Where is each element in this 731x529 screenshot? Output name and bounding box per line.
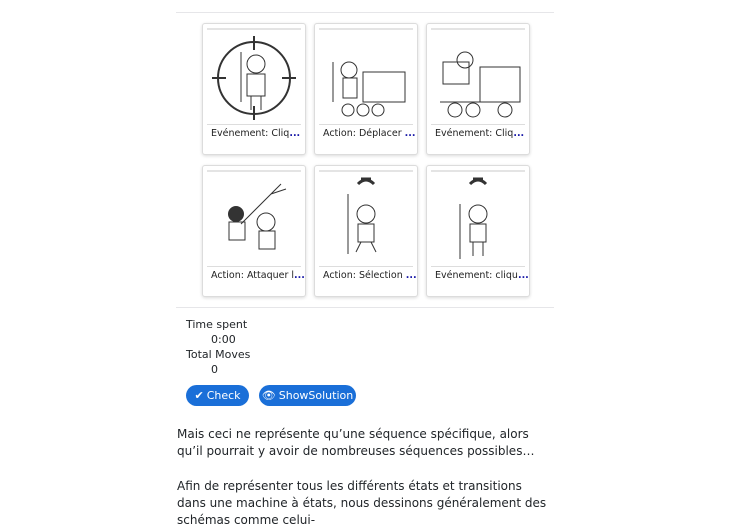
card-label-text: Action: Sélection [323,270,406,281]
card-separator [207,266,301,267]
check-icon: ✔ [194,389,204,402]
card-label-text: Evénement: Cliq [435,128,514,139]
card-label-text: Evénement: Cliq [211,128,290,139]
card-separator [319,124,413,125]
card-label [323,270,417,281]
card-label [211,128,300,139]
time-spent-value: 0:00 [211,333,236,346]
card-illustration [435,174,521,266]
sequence-card[interactable] [314,165,418,297]
card-more-link[interactable]: ... [517,270,529,281]
card-label [211,270,305,281]
card-top-line [319,28,413,30]
sequence-card[interactable] [202,23,306,155]
check-button[interactable] [186,385,249,406]
paragraph-1: Mais ceci ne représente qu’une séquence spécifique, alors qu’il pourrait y avoir de nombreuses séquences possibles… [177,427,535,458]
paragraph-2: Afin de représenter tous les différents états et transitions dans une machine à états, nous dessinons généralement des schémas comme celui- [177,479,547,527]
show-solution-button[interactable] [259,385,356,406]
card-label [435,128,524,139]
total-moves-label: Total Moves [186,348,251,361]
time-spent-label: Time spent [186,318,248,331]
card-separator [431,266,525,267]
card-illustration [435,32,521,124]
card-more-link[interactable]: ... [405,270,417,281]
divider-top [176,12,554,13]
card-separator [431,124,525,125]
card-top-line [319,170,413,172]
sequence-card[interactable] [426,23,530,155]
sequence-card[interactable] [314,23,418,155]
card-illustration [323,32,409,124]
sequence-card[interactable] [426,165,530,297]
card-top-line [207,170,301,172]
card-separator [207,124,301,125]
card-separator [319,266,413,267]
eye-icon: 👁 [261,389,276,402]
card-more-link[interactable]: ... [404,128,416,139]
card-more-link[interactable]: ... [289,128,301,139]
card-label [323,128,415,139]
check-label: Check [206,389,241,402]
card-label-text: Action: Déplacer [323,128,405,139]
card-top-line [431,170,525,172]
card-top-line [431,28,525,30]
card-more-link[interactable]: ... [513,128,525,139]
card-illustration [211,32,297,124]
sequence-card[interactable] [202,165,306,297]
card-illustration [323,174,409,266]
show-solution-label: ShowSolution [278,389,354,402]
card-illustration [211,174,297,266]
card-more-link[interactable]: ... [294,270,305,281]
game-stats [186,317,250,377]
divider-bottom [176,307,554,308]
card-label [435,270,529,281]
card-label-text: Evénement: cliqu [435,270,518,281]
card-top-line [207,28,301,30]
total-moves-value: 0 [211,363,218,376]
card-label-text: Action: Attaquer l [211,270,295,281]
